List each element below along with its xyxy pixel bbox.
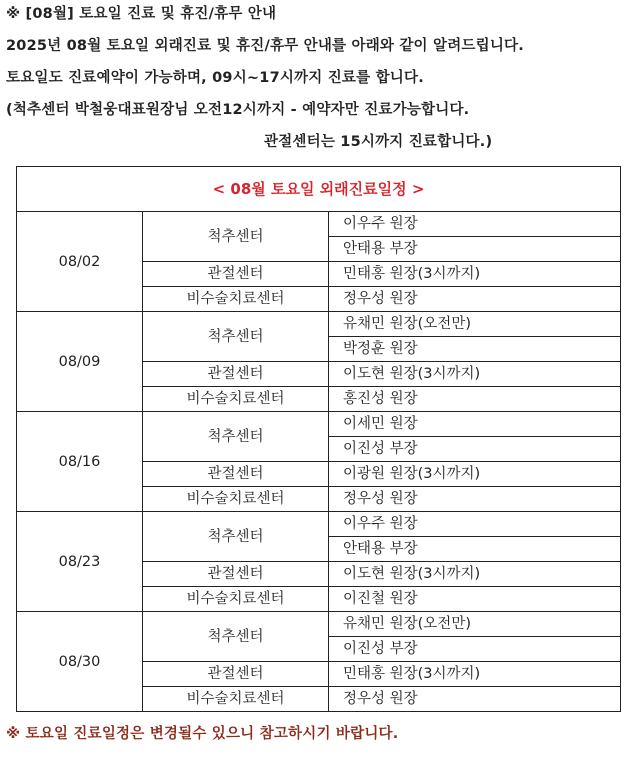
schedule-title: < 08월 토요일 외래진료일정 > [17,167,621,212]
date-cell: 08/02 [17,212,143,312]
doctor-cell: 이진성 부장 [329,437,621,462]
center-joint: 관절센터 [143,662,329,687]
doctor-cell: 이광원 원장(3시까지) [329,462,621,487]
center-spine: 척추센터 [143,412,329,462]
center-joint: 관절센터 [143,562,329,587]
doctor-cell: 안태용 부장 [329,537,621,562]
doctor-cell: 이진철 원장 [329,587,621,612]
doctor-cell: 이세민 원장 [329,412,621,437]
doctor-cell: 이진성 부장 [329,637,621,662]
center-joint: 관절센터 [143,362,329,387]
center-spine: 척추센터 [143,512,329,562]
doctor-cell: 홍진성 원장 [329,387,621,412]
center-spine: 척추센터 [143,312,329,362]
center-joint: 관절센터 [143,262,329,287]
table-row [17,312,621,337]
table-row [17,412,621,437]
schedule-table [16,166,621,712]
table-row [17,212,621,237]
notice-line-2: 토요일도 진료예약이 가능하며, 09시~17시까지 진료를 합니다. [6,70,424,86]
center-nonsurgical: 비수술치료센터 [143,587,329,612]
date-cell: 08/23 [17,512,143,612]
doctor-cell: 정우성 원장 [329,687,621,712]
doctor-cell: 정우성 원장 [329,287,621,312]
doctor-cell: 민태홍 원장(3시까지) [329,262,621,287]
schedule-table-wrap [16,166,620,708]
doctor-cell: 이도현 원장(3시까지) [329,562,621,587]
notice-line-1: 2025년 08월 토요일 외래진료 및 휴진/휴무 안내를 아래와 같이 알려드립니다. [6,38,524,54]
doctor-cell: 이우주 원장 [329,512,621,537]
date-cell: 08/16 [17,412,143,512]
center-nonsurgical: 비수술치료센터 [143,387,329,412]
doctor-cell: 안태용 부장 [329,237,621,262]
table-header-row [17,167,621,212]
center-nonsurgical: 비수술치료센터 [143,687,329,712]
doctor-cell: 유채민 원장(오전만) [329,612,621,637]
table-row [17,612,621,637]
center-spine: 척추센터 [143,212,329,262]
doctor-cell: 이우주 원장 [329,212,621,237]
table-row [17,512,621,537]
doctor-cell: 민태홍 원장(3시까지) [329,662,621,687]
center-nonsurgical: 비수술치료센터 [143,287,329,312]
doctor-cell: 이도현 원장(3시까지) [329,362,621,387]
footer-note: ※ 토요일 진료일정은 변경될수 있으니 참고하시기 바랍니다. [6,726,399,742]
notice-line-3: (척추센터 박철웅대표원장님 오전12시까지 - 예약자만 진료가능합니다. [6,102,470,118]
notice-line-4: 관절센터는 15시까지 진료합니다.) [264,134,493,150]
center-nonsurgical: 비수술치료센터 [143,487,329,512]
doctor-cell: 정우성 원장 [329,487,621,512]
date-cell: 08/30 [17,612,143,712]
center-spine: 척추센터 [143,612,329,662]
doctor-cell: 유채민 원장(오전만) [329,312,621,337]
center-joint: 관절센터 [143,462,329,487]
date-cell: 08/09 [17,312,143,412]
notice-title: ※ [08월] 토요일 진료 및 휴진/휴무 안내 [6,6,277,22]
doctor-cell: 박정훈 원장 [329,337,621,362]
